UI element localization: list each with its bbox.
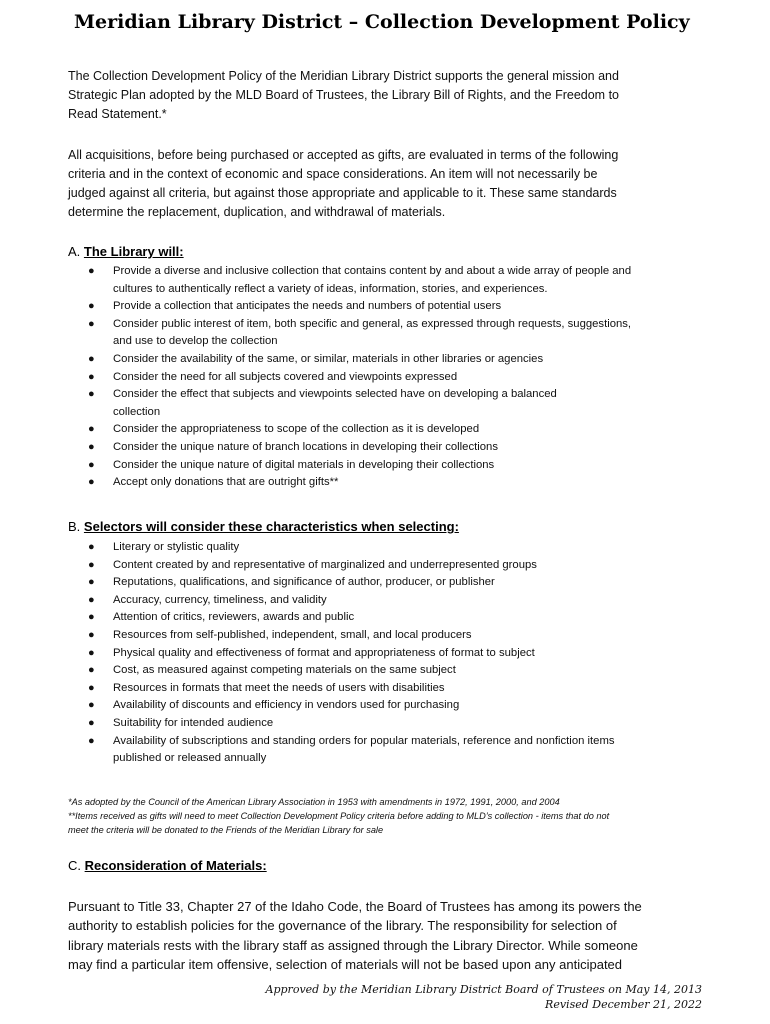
list-item-text: Consider the appropriateness to scope of the collection as it is developed — [113, 423, 480, 436]
footnote-1: *As adopted by the Council of the American Library Association in 1953 with amendments in 1972, 1991, 2000, and 2004 — [68, 797, 560, 807]
bullet-icon: ● — [88, 734, 95, 747]
section-a-list — [0, 263, 703, 492]
list-item-text: Availability of discounts and efficiency in vendors used for purchasing — [113, 699, 460, 712]
text-line: criteria and in the context of economic and space considerations. An item will not necessarily be — [68, 167, 598, 181]
text-line: Strategic Plan adopted by the MLD Board of Trustees, the Library Bill of Rights, and the Freedom to — [68, 88, 619, 102]
text-line: meet the criteria will be donated to the Friends of the Meridian Library for sale — [68, 824, 384, 835]
bullet-icon: ● — [88, 611, 95, 624]
list-item — [0, 627, 703, 645]
list-item — [0, 421, 703, 439]
list-item — [0, 386, 703, 421]
text-line: Read Statement.* — [68, 107, 167, 121]
list-item — [0, 457, 703, 475]
section-b-prefix: B. — [68, 519, 81, 534]
list-item — [0, 298, 703, 316]
list-item-text: Accuracy, currency, timeliness, and validity — [113, 593, 327, 606]
section-b-list — [0, 539, 703, 768]
list-item — [0, 645, 703, 663]
revision-note: Revised December 21, 2022 — [545, 998, 702, 1011]
list-item — [0, 592, 703, 610]
bullet-icon: ● — [88, 576, 95, 589]
list-item — [0, 263, 703, 298]
list-item — [0, 439, 703, 457]
list-item-text: Availability of subscriptions and standing orders for popular materials, reference and nonfiction items — [113, 734, 615, 747]
list-item-text: Consider the need for all subjects covered and viewpoints expressed — [113, 370, 458, 383]
list-item-text: Reputations, qualifications, and significance of author, producer, or publisher — [113, 576, 495, 589]
text-line: **Items received as gifts will need to meet Collection Development Policy criteria before adding to MLD’s collection - items that do not — [68, 811, 610, 821]
list-item-text-continued: and use to develop the collection — [113, 335, 278, 348]
text-line: All acquisitions, before being purchased or accepted as gifts, are evaluated in terms of the following — [68, 148, 619, 162]
list-item-text: Cost, as measured against competing materials on the same subject — [113, 664, 456, 677]
bullet-icon: ● — [88, 423, 95, 436]
bullet-icon: ● — [88, 664, 95, 677]
bullet-icon: ● — [88, 716, 95, 729]
list-item-text-continued: cultures to authentically reflect a variety of ideas, information, stories, and experiences. — [113, 282, 548, 295]
bullet-icon: ● — [88, 476, 95, 489]
section-b-title: Selectors will consider these characteristics when selecting: — [83, 519, 459, 534]
bullet-icon: ● — [88, 300, 95, 313]
section-c-paragraph — [68, 897, 718, 974]
list-item-text: Consider the unique nature of digital materials in developing their collections — [113, 458, 495, 471]
text-line: The Collection Development Policy of the Meridian Library District supports the general mission and — [68, 69, 619, 83]
section-a-title: The Library will: — [83, 244, 184, 259]
list-item-text-continued: collection — [113, 405, 161, 418]
list-item — [0, 715, 703, 733]
list-item-text: Accept only donations that are outright gifts** — [113, 476, 339, 489]
section-b-heading — [68, 518, 459, 536]
list-item-text: Provide a diverse and inclusive collection that contains content by and about a wide array of people and — [113, 265, 632, 277]
bullet-icon: ● — [88, 593, 95, 606]
list-item-text: Literary or stylistic quality — [113, 541, 240, 553]
list-item-text: Consider the unique nature of branch locations in developing their collections — [113, 440, 498, 453]
list-item-text: Provide a collection that anticipates the needs and numbers of potential users — [113, 300, 502, 313]
list-item — [0, 316, 703, 351]
section-c-prefix: C. — [68, 858, 81, 873]
section-a-heading — [68, 243, 184, 261]
list-item — [0, 574, 703, 592]
list-item-text: Content created by and representative of marginalized and underrepresented groups — [113, 558, 537, 571]
list-item — [0, 539, 703, 557]
list-item-text: Resources from self-published, independent, small, and local producers — [113, 628, 472, 641]
list-item-text: Consider the effect that subjects and viewpoints selected have on developing a balanced — [113, 388, 557, 401]
section-a-prefix: A. — [68, 244, 81, 259]
text-line: Pursuant to Title 33, Chapter 27 of the Idaho Code, the Board of Trustees has among its powers the — [68, 899, 642, 914]
bullet-icon: ● — [88, 699, 95, 712]
list-item — [0, 351, 703, 369]
list-item — [0, 557, 703, 575]
section-c-title: Reconsideration of Materials: — [84, 858, 267, 873]
bullet-icon: ● — [88, 317, 95, 330]
approval-note: Approved by the Meridian Library District Board of Trustees on May 14, 2013 — [265, 983, 702, 996]
list-item-text: Physical quality and effectiveness of format and appropriateness of format to subject — [113, 646, 535, 659]
text-line: library materials rests with the library staff as assigned through the Library Director. While someone — [68, 937, 638, 953]
list-item — [0, 680, 703, 698]
text-line: determine the replacement, duplication, and withdrawal of materials. — [68, 205, 446, 219]
bullet-icon: ● — [88, 628, 95, 641]
list-item-text-continued: published or released annually — [113, 752, 267, 765]
list-item — [0, 609, 703, 627]
list-item-text: Consider public interest of item, both specific and general, as expressed through requests, suggestions, — [113, 317, 632, 330]
bullet-icon: ● — [88, 646, 95, 659]
list-item — [0, 733, 703, 768]
list-item-text: Attention of critics, reviewers, awards and public — [113, 611, 355, 624]
bullet-icon: ● — [88, 541, 95, 553]
document-title: Meridian Library District – Collection Development Policy — [74, 11, 690, 33]
bullet-icon: ● — [88, 458, 95, 471]
list-item — [0, 474, 703, 492]
text-line: may find a particular item offensive, selection of materials will not be based upon any anticipated — [68, 956, 623, 972]
bullet-icon: ● — [88, 265, 95, 277]
text-line: judged against all criteria, but against those appropriate and applicable to it. These same standards — [68, 186, 617, 200]
bullet-icon: ● — [88, 388, 95, 401]
list-item — [0, 662, 703, 680]
bullet-icon: ● — [88, 558, 95, 571]
bullet-icon: ● — [88, 352, 95, 365]
section-c-heading — [68, 857, 267, 875]
list-item — [0, 369, 703, 387]
text-line: authority to establish policies for the governance of the library. The responsibility for selection of — [68, 918, 617, 934]
list-item-text: Suitability for intended audience — [113, 716, 274, 729]
list-item-text: Resources in formats that meet the needs of users with disabilities — [113, 681, 445, 694]
list-item-text: Consider the availability of the same, or similar, materials in other libraries or agencies — [113, 352, 544, 365]
bullet-icon: ● — [88, 440, 95, 453]
bullet-icon: ● — [88, 681, 95, 694]
intro-paragraph-1 — [68, 67, 718, 124]
intro-paragraph-2 — [68, 146, 718, 222]
bullet-icon: ● — [88, 370, 95, 383]
list-item — [0, 697, 703, 715]
footnote-2 — [68, 810, 708, 837]
